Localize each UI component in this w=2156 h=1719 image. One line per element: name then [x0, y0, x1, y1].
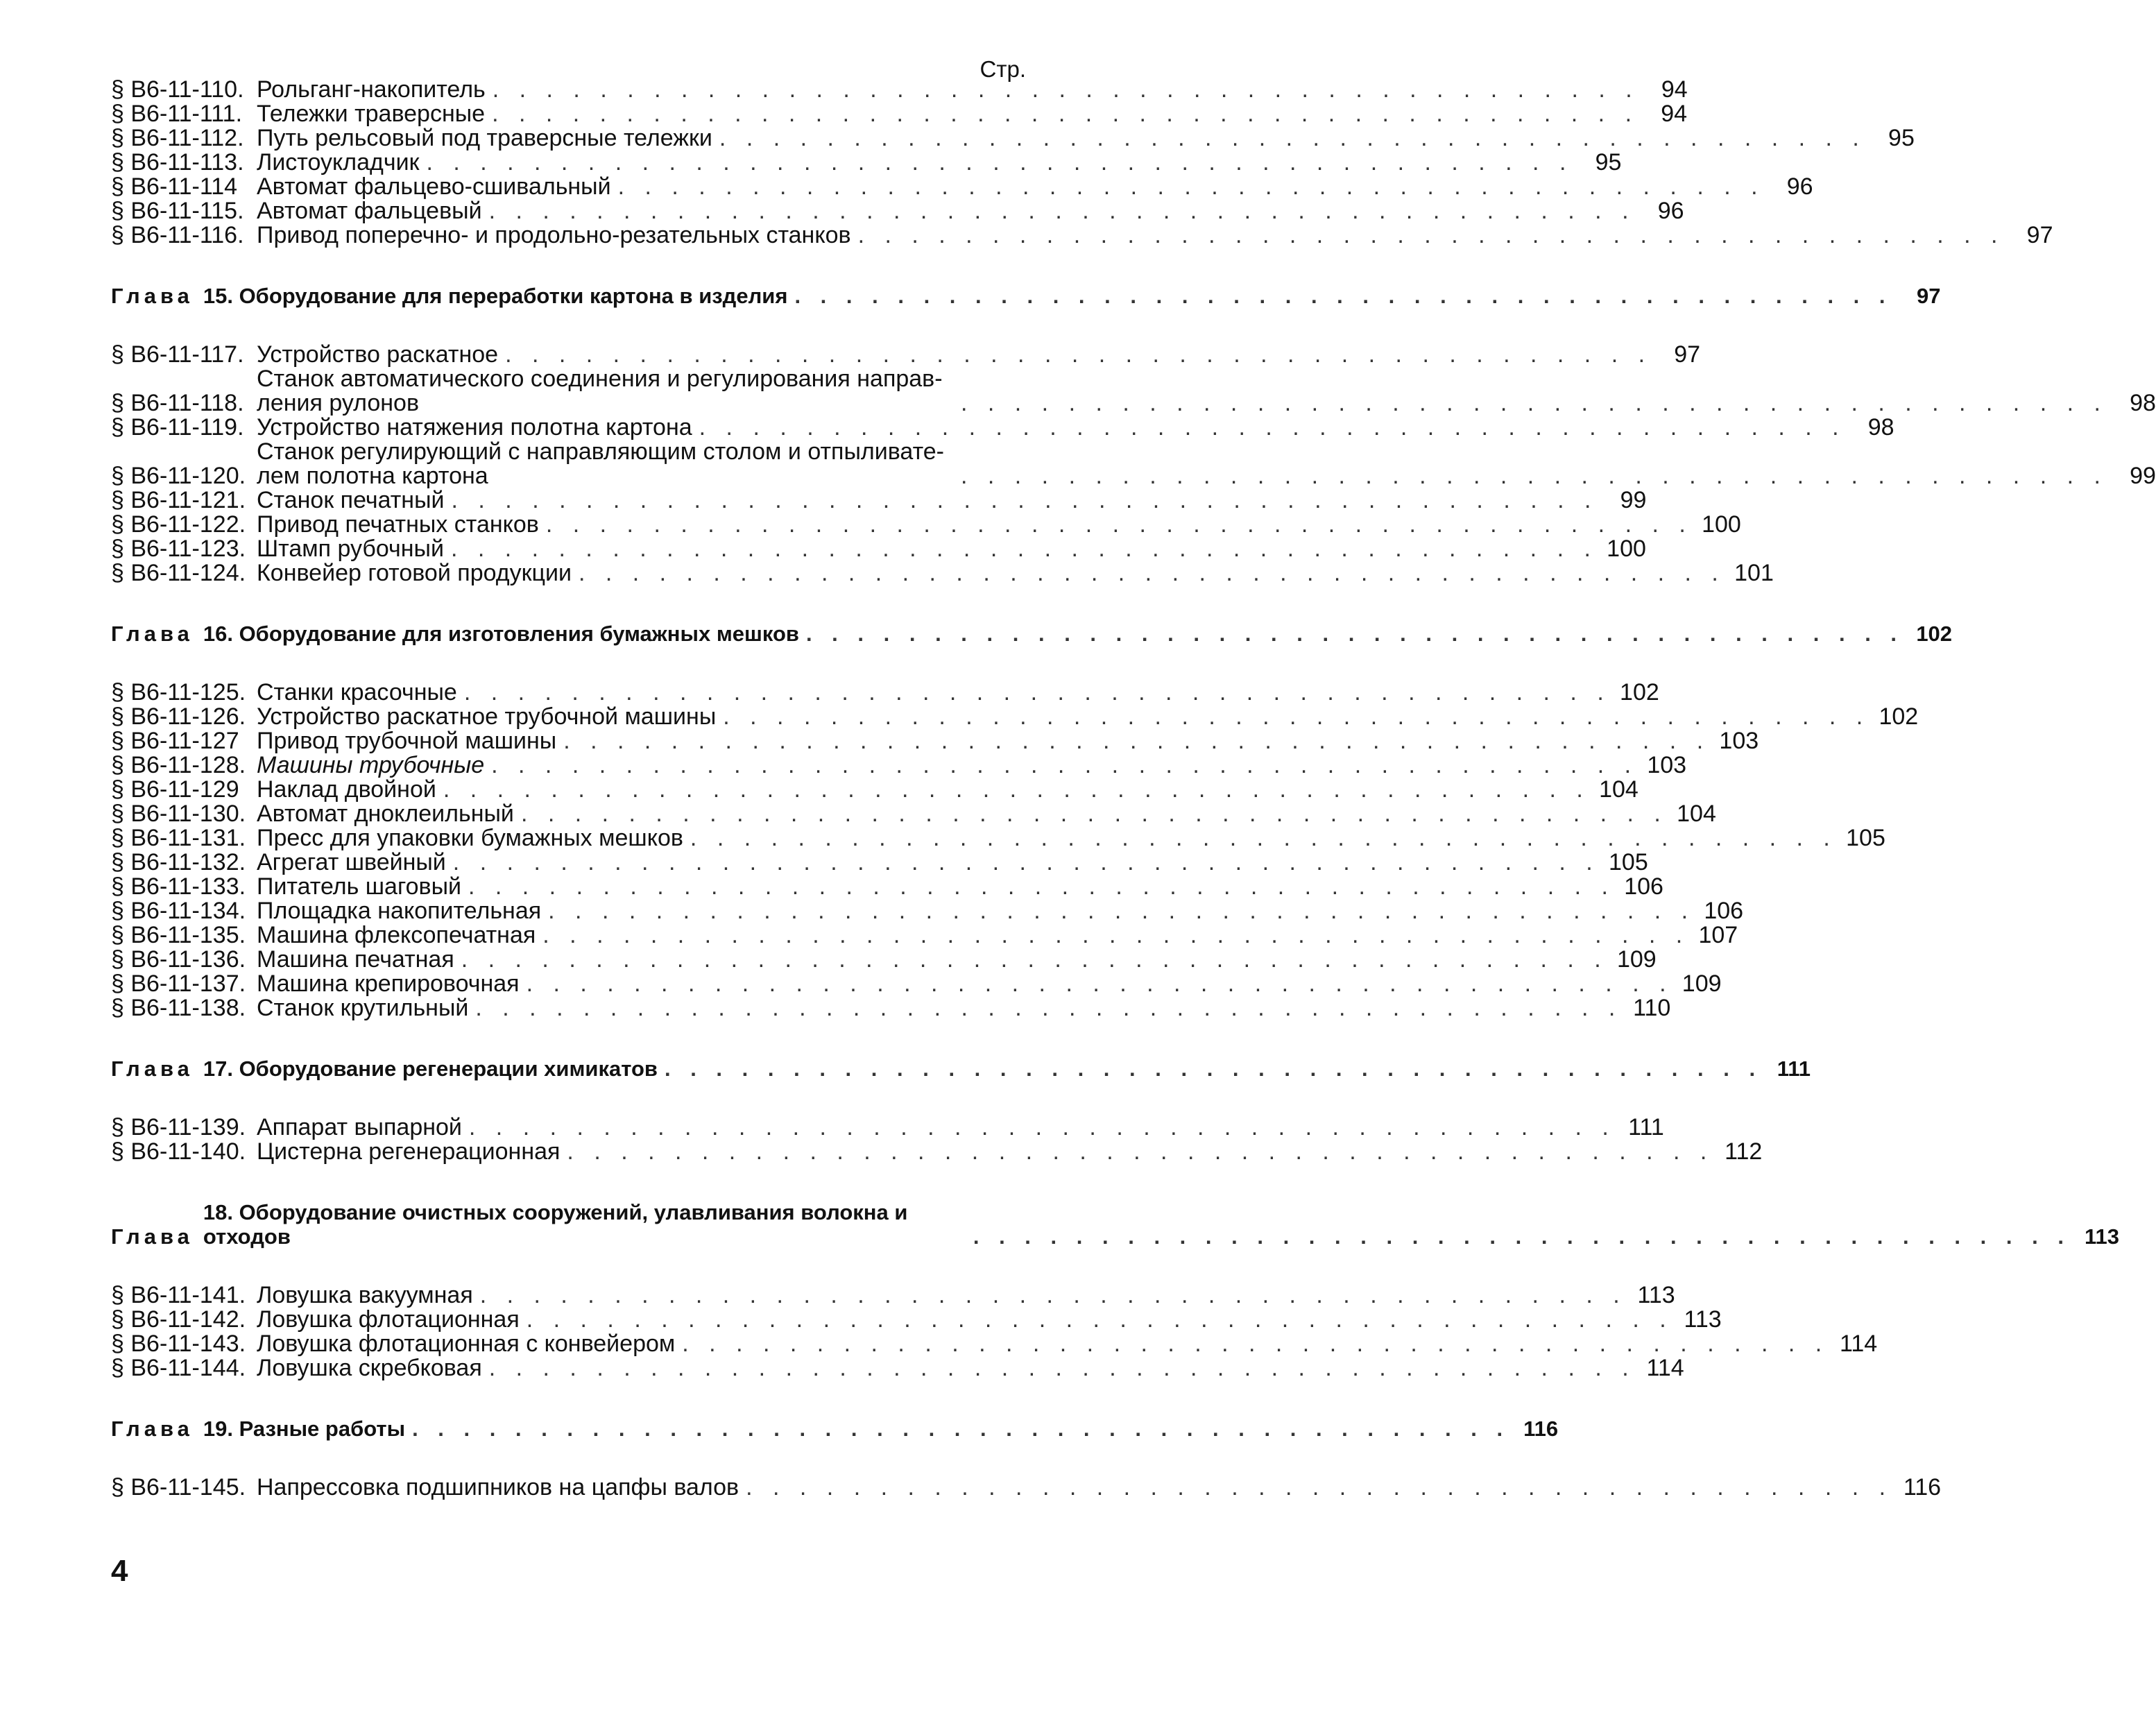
page-column-header: Стр. — [979, 56, 1026, 82]
entry-page: 101 — [1734, 560, 1774, 586]
entry-page: 99 — [2130, 463, 2156, 489]
section-number: § В6-11-138. — [111, 995, 246, 1021]
dot-leader: . . . . . . . . . . . . . . . . . . . . . . . . . . . . . . . . . . . . . . . . . . . — [412, 1417, 1510, 1441]
toc-entry — [111, 198, 1684, 224]
entry-title: Ловушка скребковая — [257, 1355, 482, 1381]
dot-leader: . . . . . . . . . . . . . . . . . . . . . . . . . . . . . . . . . . . . . . . . . . . — [451, 487, 1598, 513]
dot-leader: . . . . . . . . . . . . . . . . . . . . . . . . . . . . . . . . . . . . . . . . . . . — [526, 1306, 1673, 1333]
section-number: § В6-11-111. — [111, 101, 243, 127]
dot-leader: . . . . . . . . . . . . . . . . . . . . . . . . . . . . . . . . . . . . . . . . . . . — [468, 1114, 1616, 1140]
section-number: § В6-11-114 — [111, 173, 238, 200]
entry-page: 94 — [1661, 101, 1688, 127]
toc-entry — [111, 101, 1688, 127]
entry-page: 104 — [1599, 776, 1639, 803]
dot-leader: . . . . . . . . . . . . . . . . . . . . . . . . . . . . . . . . . . . . . . . . . . . — [463, 679, 1611, 705]
chapter-page: 97 — [1917, 284, 1941, 308]
entry-page: 116 — [1903, 1474, 1942, 1500]
dot-leader: . . . . . . . . . . . . . . . . . . . . . . . . . . . . . . . . . . . . . . . . . . . — [492, 76, 1639, 103]
chapter-title: 19. Разные работы — [203, 1417, 406, 1441]
toc-entry — [111, 898, 1744, 924]
entry-page: 107 — [1698, 922, 1738, 948]
toc-entry — [111, 728, 1759, 754]
entry-page: 104 — [1677, 801, 1716, 827]
chapter-label: Глава — [111, 1417, 194, 1441]
toc-entry — [111, 1138, 1763, 1165]
entry-title: Устройство раскатное трубочной машины — [257, 703, 717, 730]
section-number: § В6-11-134. — [111, 898, 246, 924]
entry-title: Машина печатная — [257, 946, 454, 973]
entry-page: 100 — [1607, 536, 1646, 562]
dot-leader: . . . . . . . . . . . . . . . . . . . . . . . . . . . . . . . . . . . . . . . . . . . — [452, 849, 1600, 875]
toc-entry — [111, 1331, 1878, 1357]
toc-entry — [111, 536, 1646, 562]
dot-leader: . . . . . . . . . . . . . . . . . . . . . . . . . . . . . . . . . . . . . . . . . . . — [746, 1474, 1893, 1500]
entry-title: Станки красочные — [257, 679, 457, 705]
entry-title: Устройство натяжения полотна картона — [257, 414, 692, 441]
entry-page: 109 — [1616, 946, 1657, 973]
entry-page: 98 — [1867, 414, 1894, 441]
entry-page: 96 — [1786, 173, 1813, 200]
chapter-title: 15. Оборудование для переработки картона в изделия — [203, 284, 788, 308]
chapter-page: 113 — [2084, 1224, 2119, 1249]
toc-entry — [111, 679, 1659, 705]
toc-entry — [111, 776, 1639, 803]
entry-title: Машины трубочные — [257, 752, 485, 778]
dot-leader: . . . . . . . . . . . . . . . . . . . . . . . . . . . . . . . . . . . . . . . . . . . — [563, 728, 1711, 754]
dot-leader: . . . . . . . . . . . . . . . . . . . . . . . . . . . . . . . . . . . . . . . . . . . — [961, 463, 2107, 489]
section-number: § В6-11-118. — [111, 390, 244, 416]
entry-title: Пресс для упаковки бумажных мешков — [257, 825, 683, 851]
toc-entry — [111, 922, 1738, 948]
entry-title: Машина флексопечатная — [257, 922, 536, 948]
entry-title: Ловушка флотационная с конвейером — [257, 1331, 676, 1357]
section-number: § В6-11-119. — [111, 414, 244, 441]
toc-entry — [111, 366, 2156, 416]
entry-title: Конвейер готовой продукции — [257, 560, 572, 586]
entry-page: 96 — [1657, 198, 1684, 224]
entry-title: Штамп рубочный — [257, 536, 444, 562]
toc-entry — [111, 487, 1647, 513]
entry-page: 102 — [1620, 679, 1659, 705]
chapter-heading — [111, 1200, 2119, 1249]
dot-leader: . . . . . . . . . . . . . . . . . . . . . . . . . . . . . . . . . . . . . . . . . . . — [479, 1282, 1627, 1308]
entry-page: 113 — [1684, 1306, 1722, 1333]
section-number: § В6-11-126. — [111, 703, 246, 730]
entry-title: Автомат фальцевый — [257, 198, 482, 224]
dot-leader: . . . . . . . . . . . . . . . . . . . . . . . . . . . . . . . . . . . . . . . . . . . — [488, 1355, 1636, 1381]
section-number: § В6-11-140. — [111, 1138, 246, 1165]
entry-title: Рольганг-накопитель — [257, 76, 486, 103]
entry-title: Ловушка вакуумная — [257, 1282, 473, 1308]
section-number: § В6-11-115. — [111, 198, 244, 224]
dot-leader: . . . . . . . . . . . . . . . . . . . . . . . . . . . . . . . . . . . . . . . . . . . — [548, 898, 1695, 924]
entry-page: 110 — [1633, 995, 1671, 1021]
dot-leader: . . . . . . . . . . . . . . . . . . . . . . . . . . . . . . . . . . . . . . . . . . . — [461, 946, 1608, 973]
page-number: 4 — [111, 1554, 128, 1588]
toc-entry — [111, 560, 1774, 586]
entry-title: Станок регулирующий с направляющим столом и отпыливате-лем полотна картона — [257, 438, 944, 489]
entry-page: 103 — [1647, 752, 1687, 778]
toc-entry — [111, 752, 1687, 778]
toc-entry — [111, 1306, 1722, 1333]
section-number: § В6-11-139. — [111, 1114, 246, 1140]
chapter-page: 111 — [1777, 1057, 1811, 1081]
dot-leader: . . . . . . . . . . . . . . . . . . . . . . . . . . . . . . . . . . . . . . . . . . . — [699, 414, 1846, 441]
entry-title: Наклад двойной — [257, 776, 436, 803]
section-number: § В6-11-137. — [111, 970, 246, 997]
entry-title: Привод печатных станков — [257, 511, 539, 538]
section-number: § В6-11-143. — [111, 1331, 246, 1357]
section-number: § В6-11-127 — [111, 728, 239, 754]
section-number: § В6-11-113. — [111, 149, 244, 176]
toc-entry — [111, 946, 1657, 973]
toc-entry — [111, 1282, 1675, 1308]
section-number: § В6-11-133. — [111, 873, 246, 900]
toc-entry — [111, 703, 1919, 730]
entry-page: 114 — [1646, 1355, 1684, 1381]
toc-entry — [111, 849, 1648, 875]
entry-page: 111 — [1628, 1114, 1664, 1140]
dot-leader: . . . . . . . . . . . . . . . . . . . . . . . . . . . . . . . . . . . . . . . . . . . — [492, 101, 1639, 127]
entry-title: Питатель шаговый — [257, 873, 461, 900]
entry-title: Станок печатный — [257, 487, 445, 513]
dot-leader: . . . . . . . . . . . . . . . . . . . . . . . . . . . . . . . . . . . . . . . . . . . — [664, 1057, 1763, 1081]
section-number: § В6-11-110. — [111, 76, 244, 103]
entry-page: 106 — [1704, 898, 1744, 924]
section-number: § В6-11-124. — [111, 560, 246, 586]
dot-leader: . . . . . . . . . . . . . . . . . . . . . . . . . . . . . . . . . . . . . . . . . . . — [857, 222, 2005, 248]
dot-leader: . . . . . . . . . . . . . . . . . . . . . . . . . . . . . . . . . . . . . . . . . . . — [520, 801, 1668, 827]
entry-page: 100 — [1702, 511, 1741, 538]
entry-title: Станок автоматического соединения и регулирования направ-ления рулонов — [257, 366, 943, 416]
dot-leader: . . . . . . . . . . . . . . . . . . . . . . . . . . . . . . . . . . . . . . . . . . . — [468, 873, 1615, 900]
chapter-label: Глава — [111, 1224, 194, 1249]
entry-page: 98 — [2130, 390, 2156, 416]
dot-leader: . . . . . . . . . . . . . . . . . . . . . . . . . . . . . . . . . . . . . . . . . . . — [973, 1224, 2071, 1249]
entry-title: Тележки траверсные — [257, 101, 486, 127]
chapter-heading — [111, 1057, 1811, 1081]
entry-title: Путь рельсовый под траверсные тележки — [257, 125, 712, 151]
dot-leader: . . . . . . . . . . . . . . . . . . . . . . . . . . . . . . . . . . . . . . . . . . . — [542, 922, 1690, 948]
entry-title: Напрессовка подшипников на цапфы валов — [257, 1474, 739, 1500]
entry-page: 105 — [1846, 825, 1885, 851]
section-number: § В6-11-145. — [111, 1474, 246, 1500]
entry-page: 103 — [1719, 728, 1759, 754]
entry-page: 105 — [1609, 849, 1648, 875]
entry-title: Цистерна регенерационная — [257, 1138, 561, 1165]
entry-page: 106 — [1624, 873, 1663, 900]
dot-leader: . . . . . . . . . . . . . . . . . . . . . . . . . . . . . . . . . . . . . . . . . . . — [690, 825, 1837, 851]
table-of-contents — [111, 76, 2156, 1500]
dot-leader: . . . . . . . . . . . . . . . . . . . . . . . . . . . . . . . . . . . . . . . . . . . — [805, 622, 1904, 646]
entry-title: Станок крутильный — [257, 995, 469, 1021]
entry-page: 94 — [1661, 76, 1688, 103]
entry-title: Листоукладчик — [257, 149, 420, 176]
entry-title: Автомат фальцево-сшивальный — [257, 173, 611, 200]
toc-entry — [111, 825, 1885, 851]
section-number: § В6-11-116. — [111, 222, 244, 248]
section-number: § В6-11-121. — [111, 487, 246, 513]
toc-entry — [111, 873, 1663, 900]
dot-leader: . . . . . . . . . . . . . . . . . . . . . . . . . . . . . . . . . . . . . . . . . . . — [794, 284, 1892, 308]
dot-leader: . . . . . . . . . . . . . . . . . . . . . . . . . . . . . . . . . . . . . . . . . . . — [491, 752, 1639, 778]
dot-leader: . . . . . . . . . . . . . . . . . . . . . . . . . . . . . . . . . . . . . . . . . . . — [578, 560, 1725, 586]
toc-entry — [111, 149, 1622, 176]
entry-title: Ловушка флотационная — [257, 1306, 520, 1333]
section-number: § В6-11-112. — [111, 125, 244, 151]
dot-leader: . . . . . . . . . . . . . . . . . . . . . . . . . . . . . . . . . . . . . . . . . . . — [526, 970, 1673, 997]
entry-page: 114 — [1840, 1331, 1878, 1357]
chapter-heading — [111, 622, 1953, 646]
chapter-page: 102 — [1916, 622, 1953, 646]
section-number: § В6-11-120. — [111, 463, 246, 489]
toc-entry — [111, 125, 1915, 151]
section-number: § В6-11-129 — [111, 776, 239, 803]
toc-entry — [111, 341, 1701, 368]
entry-title: Устройство раскатное — [257, 341, 499, 368]
chapter-title: 17. Оборудование регенерации химикатов — [203, 1057, 658, 1081]
dot-leader: . . . . . . . . . . . . . . . . . . . . . . . . . . . . . . . . . . . . . . . . . . . — [617, 173, 1765, 200]
toc-entry — [111, 414, 1894, 441]
section-number: § В6-11-131. — [111, 825, 246, 851]
entry-title: Аппарат выпарной — [257, 1114, 462, 1140]
entry-page: 95 — [1888, 125, 1915, 151]
entry-title: Привод трубочной машины — [257, 728, 557, 754]
entry-title: Привод поперечно- и продольно-резательных станков — [257, 222, 851, 248]
entry-title: Машина крепировочная — [257, 970, 520, 997]
dot-leader: . . . . . . . . . . . . . . . . . . . . . . . . . . . . . . . . . . . . . . . . . . . — [961, 390, 2107, 416]
toc-entry — [111, 438, 2156, 489]
chapter-title: 16. Оборудование для изготовления бумажных мешков — [203, 622, 799, 646]
dot-leader: . . . . . . . . . . . . . . . . . . . . . . . . . . . . . . . . . . . . . . . . . . . — [682, 1331, 1829, 1357]
chapter-heading — [111, 284, 1941, 308]
dot-leader: . . . . . . . . . . . . . . . . . . . . . . . . . . . . . . . . . . . . . . . . . . . — [723, 703, 1870, 730]
section-number: § В6-11-141. — [111, 1282, 246, 1308]
dot-leader: . . . . . . . . . . . . . . . . . . . . . . . . . . . . . . . . . . . . . . . . . . . — [450, 536, 1598, 562]
dot-leader: . . . . . . . . . . . . . . . . . . . . . . . . . . . . . . . . . . . . . . . . . . . — [475, 995, 1623, 1021]
toc-entry — [111, 222, 2053, 248]
section-number: § В6-11-136. — [111, 946, 246, 973]
chapter-label: Глава — [111, 1057, 194, 1081]
section-number: § В6-11-135. — [111, 922, 246, 948]
section-number: § В6-11-125. — [111, 679, 246, 705]
toc-entry — [111, 173, 1813, 200]
chapter-title: 18. Оборудование очистных сооружений, улавливания волокна и отходов — [203, 1200, 908, 1249]
section-number: § В6-11-123. — [111, 536, 246, 562]
dot-leader: . . . . . . . . . . . . . . . . . . . . . . . . . . . . . . . . . . . . . . . . . . . — [719, 125, 1866, 151]
entry-page: 109 — [1682, 970, 1722, 997]
section-number: § В6-11-130. — [111, 801, 246, 827]
section-number: § В6-11-144. — [111, 1355, 246, 1381]
toc-entry — [111, 995, 1671, 1021]
entry-page: 113 — [1637, 1282, 1675, 1308]
entry-page: 102 — [1879, 703, 1919, 730]
toc-entry — [111, 1114, 1664, 1140]
chapter-heading — [111, 1417, 1559, 1441]
dot-leader: . . . . . . . . . . . . . . . . . . . . . . . . . . . . . . . . . . . . . . . . . . . — [426, 149, 1573, 176]
dot-leader: . . . . . . . . . . . . . . . . . . . . . . . . . . . . . . . . . . . . . . . . . . . — [505, 341, 1652, 368]
entry-title: Агрегат швейный — [257, 849, 446, 875]
entry-title: Автомат дноклеильный — [257, 801, 514, 827]
toc-entry — [111, 76, 1688, 103]
entry-page: 97 — [1674, 341, 1701, 368]
entry-title: Площадка накопительная — [257, 898, 542, 924]
dot-leader: . . . . . . . . . . . . . . . . . . . . . . . . . . . . . . . . . . . . . . . . . . . — [545, 511, 1693, 538]
dot-leader: . . . . . . . . . . . . . . . . . . . . . . . . . . . . . . . . . . . . . . . . . . . — [443, 776, 1590, 803]
toc-entry — [111, 511, 1741, 538]
entry-page: 99 — [1620, 487, 1647, 513]
section-number: § В6-11-132. — [111, 849, 246, 875]
section-number: § В6-11-142. — [111, 1306, 246, 1333]
entry-page: 95 — [1595, 149, 1622, 176]
entry-page: 112 — [1725, 1138, 1763, 1165]
entry-page: 97 — [2026, 222, 2053, 248]
section-number: § В6-11-122. — [111, 511, 246, 538]
chapter-page: 116 — [1523, 1417, 1559, 1441]
section-number: § В6-11-117. — [111, 341, 244, 368]
toc-entry — [111, 801, 1716, 827]
toc-entry — [111, 970, 1722, 997]
chapter-label: Глава — [111, 284, 194, 308]
toc-entry — [111, 1474, 1942, 1500]
chapter-label: Глава — [111, 622, 194, 646]
dot-leader: . . . . . . . . . . . . . . . . . . . . . . . . . . . . . . . . . . . . . . . . . . . — [567, 1138, 1714, 1165]
toc-entry — [111, 1355, 1684, 1381]
section-number: § В6-11-128. — [111, 752, 246, 778]
dot-leader: . . . . . . . . . . . . . . . . . . . . . . . . . . . . . . . . . . . . . . . . . . . — [488, 198, 1636, 224]
